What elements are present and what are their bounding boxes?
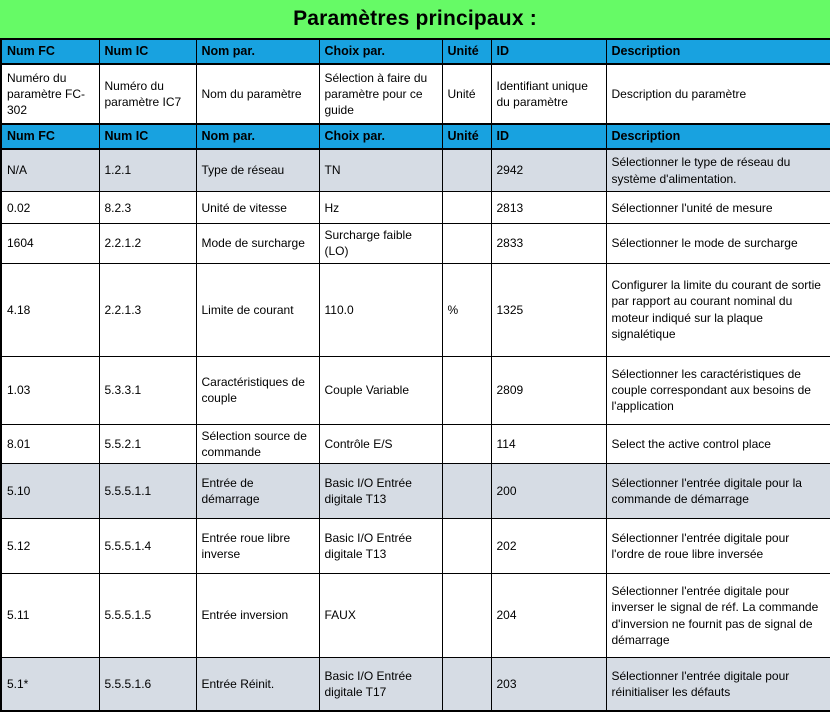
cell-id: 204	[491, 574, 606, 658]
col-header-num-fc: Num FC	[1, 39, 99, 64]
cell-nom-par: Type de réseau	[196, 149, 319, 192]
cell-choix-par: Couple Variable	[319, 356, 442, 424]
cell-num-ic: 5.5.5.1.1	[99, 464, 196, 519]
cell-num-fc: 5.11	[1, 574, 99, 658]
def-num-fc: Numéro du paramètre FC-302	[1, 64, 99, 124]
cell-num-ic: 5.5.2.1	[99, 424, 196, 463]
cell-choix-par: Hz	[319, 192, 442, 224]
cell-id: 200	[491, 464, 606, 519]
cell-unite	[442, 224, 491, 263]
cell-description: Sélectionner l'entrée digitale pour l'ordre de roue libre inversée	[606, 519, 830, 574]
cell-num-fc: 0.02	[1, 192, 99, 224]
col-header-unite: Unité	[442, 39, 491, 64]
col-header-description: Description	[606, 124, 830, 149]
table-row	[1, 149, 830, 192]
table-row	[1, 356, 830, 424]
page-title: Paramètres principaux :	[0, 0, 830, 38]
col-header-unite: Unité	[442, 124, 491, 149]
col-header-choix-par: Choix par.	[319, 124, 442, 149]
cell-id: 203	[491, 658, 606, 711]
cell-num-fc: 5.1*	[1, 658, 99, 711]
table-row	[1, 658, 830, 711]
cell-num-ic: 2.2.1.2	[99, 224, 196, 263]
def-choix-par: Sélection à faire du paramètre pour ce guide	[319, 64, 442, 124]
header-row-top	[1, 39, 830, 64]
cell-description: Sélectionner les caractéristiques de couple correspondant aux besoins de l'application	[606, 356, 830, 424]
cell-nom-par: Entrée Réinit.	[196, 658, 319, 711]
cell-id: 202	[491, 519, 606, 574]
cell-num-ic: 5.5.5.1.5	[99, 574, 196, 658]
col-header-num-fc: Num FC	[1, 124, 99, 149]
cell-nom-par: Sélection source de commande	[196, 424, 319, 463]
cell-choix-par: Basic I/O Entrée digitale T17	[319, 658, 442, 711]
cell-nom-par: Entrée roue libre inverse	[196, 519, 319, 574]
def-unite: Unité	[442, 64, 491, 124]
cell-nom-par: Entrée inversion	[196, 574, 319, 658]
col-header-num-ic: Num IC	[99, 124, 196, 149]
cell-description: Sélectionner l'unité de mesure	[606, 192, 830, 224]
cell-id: 1325	[491, 263, 606, 356]
cell-id: 2809	[491, 356, 606, 424]
col-header-id: ID	[491, 124, 606, 149]
cell-choix-par: TN	[319, 149, 442, 192]
cell-unite	[442, 149, 491, 192]
col-header-description: Description	[606, 39, 830, 64]
def-description: Description du paramètre	[606, 64, 830, 124]
cell-unite: %	[442, 263, 491, 356]
cell-description: Sélectionner l'entrée digitale pour réinitialiser les défauts	[606, 658, 830, 711]
cell-choix-par: 110.0	[319, 263, 442, 356]
col-header-num-ic: Num IC	[99, 39, 196, 64]
cell-num-fc: 1604	[1, 224, 99, 263]
cell-unite	[442, 192, 491, 224]
table-row	[1, 574, 830, 658]
cell-id: 2833	[491, 224, 606, 263]
col-header-nom-par: Nom par.	[196, 39, 319, 64]
header-row-repeat	[1, 124, 830, 149]
definition-row	[1, 64, 830, 124]
parameters-table	[0, 38, 830, 712]
cell-num-fc: 4.18	[1, 263, 99, 356]
cell-nom-par: Caractéristiques de couple	[196, 356, 319, 424]
cell-num-ic: 2.2.1.3	[99, 263, 196, 356]
cell-description: Sélectionner le type de réseau du système d'alimentation.	[606, 149, 830, 192]
table-body	[1, 149, 830, 711]
cell-choix-par: Contrôle E/S	[319, 424, 442, 463]
cell-unite	[442, 424, 491, 463]
cell-num-fc: 1.03	[1, 356, 99, 424]
table-row	[1, 464, 830, 519]
cell-num-ic: 5.5.5.1.6	[99, 658, 196, 711]
cell-num-ic: 1.2.1	[99, 149, 196, 192]
cell-description: Sélectionner l'entrée digitale pour la commande de démarrage	[606, 464, 830, 519]
table-row	[1, 424, 830, 463]
cell-unite	[442, 356, 491, 424]
cell-nom-par: Mode de surcharge	[196, 224, 319, 263]
cell-num-fc: 5.12	[1, 519, 99, 574]
cell-unite	[442, 574, 491, 658]
cell-description: Sélectionner l'entrée digitale pour inverser le signal de réf. La commande d'inversion ne fournit pas de signal de démarrage	[606, 574, 830, 658]
table-row	[1, 192, 830, 224]
cell-choix-par: FAUX	[319, 574, 442, 658]
table-row	[1, 263, 830, 356]
cell-nom-par: Limite de courant	[196, 263, 319, 356]
cell-description: Select the active control place	[606, 424, 830, 463]
cell-nom-par: Entrée de démarrage	[196, 464, 319, 519]
cell-choix-par: Basic I/O Entrée digitale T13	[319, 464, 442, 519]
col-header-nom-par: Nom par.	[196, 124, 319, 149]
cell-id: 2942	[491, 149, 606, 192]
def-nom-par: Nom du paramètre	[196, 64, 319, 124]
cell-unite	[442, 464, 491, 519]
col-header-id: ID	[491, 39, 606, 64]
cell-unite	[442, 658, 491, 711]
def-id: Identifiant unique du paramètre	[491, 64, 606, 124]
cell-description: Sélectionner le mode de surcharge	[606, 224, 830, 263]
cell-choix-par: Basic I/O Entrée digitale T13	[319, 519, 442, 574]
cell-nom-par: Unité de vitesse	[196, 192, 319, 224]
cell-num-fc: 5.10	[1, 464, 99, 519]
cell-id: 2813	[491, 192, 606, 224]
cell-num-ic: 5.3.3.1	[99, 356, 196, 424]
cell-num-fc: 8.01	[1, 424, 99, 463]
cell-num-fc: N/A	[1, 149, 99, 192]
table-row	[1, 224, 830, 263]
def-num-ic: Numéro du paramètre IC7	[99, 64, 196, 124]
cell-choix-par: Surcharge faible (LO)	[319, 224, 442, 263]
cell-num-ic: 8.2.3	[99, 192, 196, 224]
cell-unite	[442, 519, 491, 574]
table-row	[1, 519, 830, 574]
cell-id: 114	[491, 424, 606, 463]
col-header-choix-par: Choix par.	[319, 39, 442, 64]
cell-num-ic: 5.5.5.1.4	[99, 519, 196, 574]
cell-description: Configurer la limite du courant de sortie par rapport au courant nominal du moteur indiqué sur la plaque signalétique	[606, 263, 830, 356]
